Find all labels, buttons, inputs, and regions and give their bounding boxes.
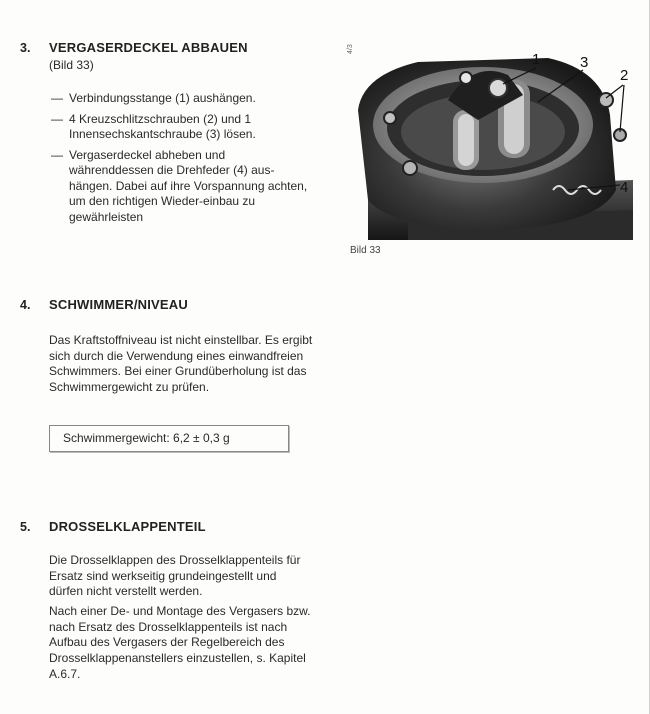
section-5-paragraph-1: Die Drosselklappen des Drosselklappenteils für Ersatz sind werkseitig grundeingestellt und dürfen nicht verstellt werden. [49, 553, 301, 599]
callout-3: 3 [580, 54, 589, 71]
section-5-title: DROSSELKLAPPENTEIL [49, 519, 206, 534]
section-4-paragraph: Das Kraftstoffniveau ist nicht einstellbar. Es ergibt sich durch die Verwendung eines einwandfreien Schwimmers. Bei einer Grundüberholung ist das Schwimmergewicht zu prüfen. [49, 333, 313, 395]
step-item: — Vergaserdeckel abheben und währenddessen die Drehfeder (4) aus-hängen. Dabei auf ihre Vorspannung achten, um den richtigen Wieder-einbau zu gewährleisten [51, 148, 311, 226]
section-5-paragraph-2: Nach einer De- und Montage des Vergasers bzw. nach Ersatz des Drosselklappenteils ist nach Aufbau des Vergasers der Regelbereich des Drosselklappenanstellers einzustellen, s. Kapitel A.6.7. [49, 604, 311, 681]
float-weight-spec: Schwimmergewicht: 6,2 ± 0,3 g [49, 425, 289, 452]
callout-2: 2 [620, 67, 629, 84]
figure-caption: Bild 33 [350, 245, 381, 256]
carburetor-photo [348, 40, 633, 240]
section-4-number: 4. [20, 298, 31, 312]
figure-code: 4/3 [347, 44, 354, 54]
section-4-title: SCHWIMMER/NIVEAU [49, 297, 188, 312]
section-3-number: 3. [20, 41, 31, 55]
step-item: — 4 Kreuzschlitzschrauben (2) und 1 Innensechskantschraube (3) lösen. [51, 112, 301, 143]
section-5-number: 5. [20, 520, 31, 534]
carburetor-illustration [348, 40, 633, 240]
section-3-title: VERGASERDECKEL ABBAUEN [49, 40, 248, 55]
callout-1: 1 [532, 51, 541, 68]
callout-4: 4 [620, 179, 629, 196]
step-item: — Verbindungsstange (1) aushängen. [51, 91, 313, 107]
section-3-subtitle: (Bild 33) [49, 58, 94, 72]
section-3-steps [51, 91, 313, 230]
